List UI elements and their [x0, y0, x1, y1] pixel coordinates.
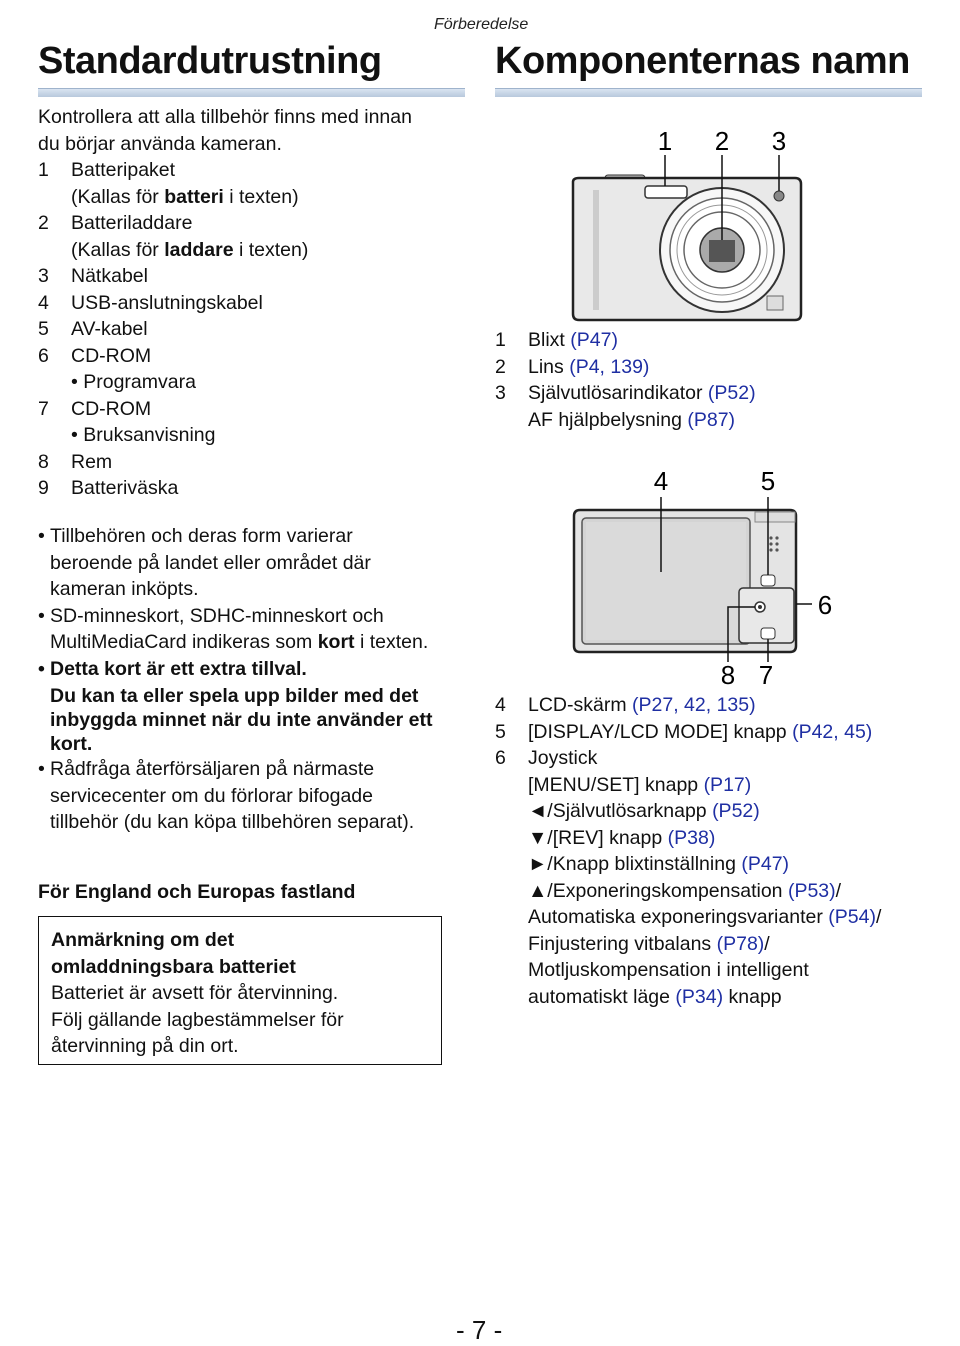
part-item: 3 Självutlösarindikator (P52) [495, 382, 756, 404]
title-rule-left [38, 88, 465, 97]
callout-6: 6 [817, 590, 833, 620]
part-item: ◄/Självutlösarknapp (P52) [528, 800, 760, 822]
part-item: automatiskt läge (P34) knapp [528, 985, 782, 1008]
part-item: 5 [DISPLAY/LCD MODE] knapp (P42, 45) [495, 720, 873, 743]
england-heading: För England och Europas fastland [38, 881, 356, 903]
page-title-right: Komponenternas namn [495, 40, 910, 82]
accessory-item: 5 AV-kabel [38, 318, 148, 340]
part-item: 1 Blixt (P47) [495, 329, 618, 351]
part-item: 4 LCD-skärm (P27, 42, 135) [495, 694, 756, 716]
note-item-bold: • Detta kort är ett extra tillval. [38, 656, 478, 683]
part-item: AF hjälpbelysning (P87) [528, 408, 736, 431]
note-item-bold: Du kan ta eller spela upp bilder med det inbyggda minnet när du inte använder ett kort. [50, 685, 433, 755]
callout-2: 2 [714, 126, 730, 156]
callout-4: 4 [653, 466, 669, 496]
section-label: Förberedelse [434, 16, 529, 33]
accessory-item: 4 USB-anslutningskabel [38, 291, 263, 314]
box-line: Batteriet är avsett för återvinning. [51, 982, 339, 1004]
intro-text [38, 104, 468, 157]
page-number: - 7 - [456, 1315, 503, 1345]
part-item: ►/Knapp blixtinställning (P47) [528, 853, 790, 875]
camera-back-illustration [560, 462, 850, 692]
note-item: • Tillbehören och deras form varierar beroende på landet eller området där kameran inköpts. [38, 523, 478, 603]
intro-line: Kontrollera att alla tillbehör finns med innan [38, 106, 412, 128]
box-title: Anmärkning om det [51, 929, 235, 951]
callout-5: 5 [760, 466, 776, 496]
intro-line: du börjar använda kameran. [38, 132, 282, 155]
accessory-item: 6 CD-ROM [38, 344, 152, 367]
battery-note-box [38, 916, 442, 1065]
note-item: • Rådfråga återförsäljaren på närmaste servicecenter om du förlorar bifogade tillbehör (du kan köpa tillbehören separat). [38, 756, 478, 836]
accessory-subtext: (Kallas för batteri i texten) [71, 185, 299, 208]
accessory-item: 9 Batteriväska [38, 477, 179, 499]
accessory-item: 3 Nätkabel [38, 265, 148, 287]
front-parts-list [495, 327, 925, 433]
accessory-bullet: • Programvara [71, 371, 196, 393]
accessory-item: 2 Batteriladdare [38, 212, 193, 234]
part-item: ▼/[REV] knapp (P38) [528, 826, 716, 849]
part-item: Finjustering vitbalans (P78)/ [528, 932, 770, 955]
part-item: 2 Lins (P4, 139) [495, 355, 650, 378]
callout-1: 1 [657, 126, 673, 156]
accessory-item: 1 Batteripaket [38, 159, 176, 181]
part-item: 6 Joystick [495, 747, 598, 769]
accessory-item: 8 Rem [38, 450, 113, 473]
callout-8: 8 [720, 660, 736, 690]
box-line: Följ gällande lagbestämmelser för [51, 1008, 344, 1031]
box-line: återvinning på din ort. [51, 1035, 239, 1057]
page-title-left: Standardutrustning [38, 40, 382, 82]
part-item: ▲/Exponeringskompensation (P53)/ [528, 879, 842, 902]
part-item: Automatiska exponeringsvarianter (P54)/ [528, 906, 882, 928]
accessory-list [38, 157, 468, 502]
callout-7: 7 [758, 660, 774, 690]
notes-list [38, 523, 478, 836]
part-item: Motljuskompensation i intelligent [528, 959, 809, 981]
callout-3: 3 [771, 126, 787, 156]
accessory-subtext: (Kallas för laddare i texten) [71, 238, 309, 261]
part-item: [MENU/SET] knapp (P17) [528, 773, 752, 796]
accessory-bullet: • Bruksanvisning [71, 424, 216, 446]
title-rule-right [495, 88, 922, 97]
box-title: omladdningsbara batteriet [51, 955, 296, 978]
accessory-item: 7 CD-ROM [38, 397, 152, 420]
note-item: • SD-minneskort, SDHC-minneskort och MultiMediaCard indikeras som kort i texten. [38, 603, 478, 656]
back-parts-list [495, 692, 935, 1010]
camera-front-illustration [545, 120, 815, 330]
